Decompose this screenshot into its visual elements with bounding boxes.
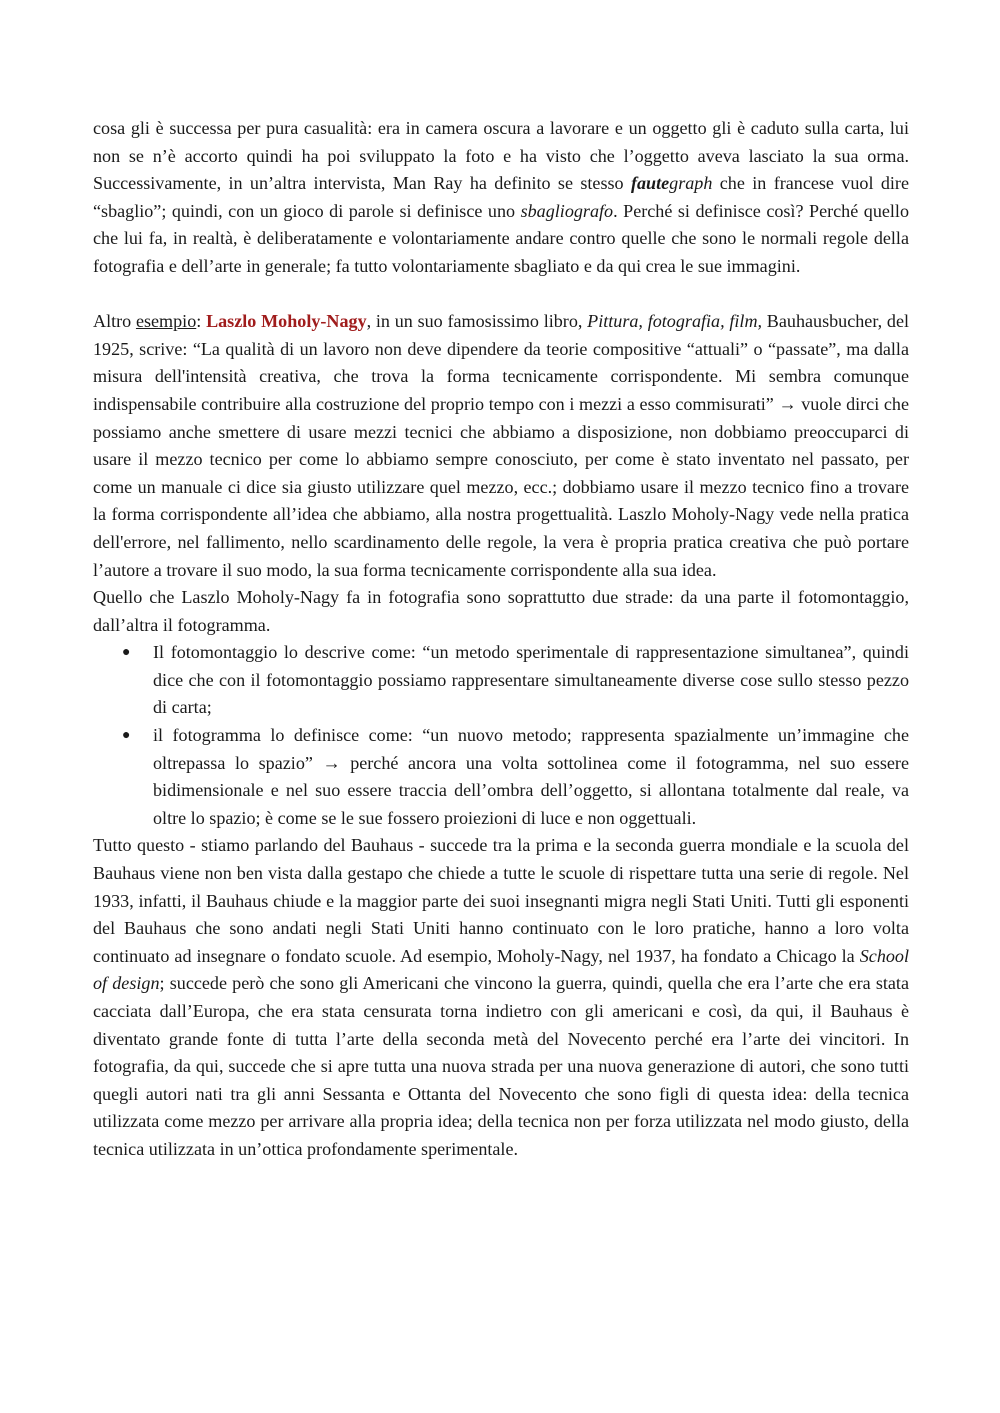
paragraph-man-ray: cosa gli è successa per pura casualità: era in camera oscura a lavorare e un oggetto gli è caduto sulla carta, lui non se n’è accorto quindi ha poi sviluppato la foto e ha visto che l’oggetto aveva lasciato la sua orma. Successivamente, in un’altra intervista, Man Ray ha definito se stesso fautegraph che in francese vuol dire “sbaglio”; quindi, con un gioco di parole si definisce uno sbagliografo. Perché si definisce così? Perché quello che lui fa, in realtà, è deliberatamente e volontariamente andare contro quelle che sono le normali regole della fotografia e dell’arte in generale; fa tutto volontariamente sbagliato e da qui crea le sue immagini.: [93, 118, 909, 276]
book-title: Pittura, fotografia, film,: [587, 311, 763, 332]
paragraph-moholy-nagy: Altro esempio: Laszlo Moholy-Nagy, in un suo famosissimo libro, Pittura, fotografia, film, Bauhausbucher, del 1925, scrive: “La qualità di un lavoro non deve dipendere da teorie compositive “attuali” o “passate”, ma dalla misura dell'intensità creativa, che trova la forma tecnicamente corrispondente. Mi sembra comunque indispensabile contribuire alla costruzione del proprio tempo con i mezzi a esso commisurati” → vuole dirci che possiamo anche smettere di usare mezzi tecnici che abbiamo a disposizione, non dobbiamo preoccuparci di usare il mezzo tecnico per come lo abbiamo sempre conosciuto, per come è stato inventato nel passato, per come un manuale ci dice sia giusto utilizzare quel mezzo, ecc.; dobbiamo usare il mezzo tecnico fino a trovare la forma corrispondente all’idea che abbiamo, alla nostra progettualità. Laszlo Moholy-Nagy vede nella pratica dell'errore, nel fallimento, nello scardinamento delle regole, la vera è propria pratica creativa che può portare l’autore a trovare il suo modo, la sua forma tecnicamente corrispondente alla sua idea.: [93, 311, 910, 580]
term-sbagliografo: sbagliografo: [520, 200, 614, 221]
paragraph-two-roads: Quello che Laszlo Moholy-Nagy fa in fotografia sono soprattutto due strade: da una parte il fotomontaggio, dall’altra il fotogramma.: [93, 587, 909, 635]
underlined-esempio: esempio: [135, 311, 197, 332]
list-item-fotomontaggio: ● Il fotomontaggio lo descrive come: “un metodo sperimentale di rappresentazione simultanea”, quindi dice che con il fotomontaggio possiamo rappresentare simultaneamente diverse cose sullo stesso pezzo di carta;: [153, 639, 909, 722]
bullet-list: [93, 639, 909, 832]
document-page: [93, 115, 909, 1164]
school-of-design: School of design: [93, 945, 909, 994]
highlighted-name: Laszlo Moholy-Nagy: [206, 311, 367, 332]
list-item-fotogramma: ● il fotogramma lo definisce come: “un nuovo metodo; rappresenta spazialmente un’immagine che oltrepassa lo spazio” → perché ancora una volta sottolinea come il fotogramma, nel suo essere bidimensionale e nel suo essere traccia dell’ombra dell’oggetto, si allontana totalmente dal reale, va oltre lo spazio; è come se le sue fossero proiezioni di luce e non oggettuali.: [153, 722, 909, 832]
paragraph-gap: [93, 281, 909, 309]
term-graph: graph: [669, 173, 713, 194]
paragraph-bauhaus: Tutto questo - stiamo parlando del Bauhaus - succede tra la prima e la seconda guerra mondiale e la scuola del Bauhaus viene non ben vista dalla gestapo che chiede a tutte le scuole di rispettare tutta una serie di regole. Nel 1933, infatti, il Bauhaus chiude e la maggior parte dei suoi insegnanti migra negli Stati Uniti. Tutti gli esponenti del Bauhaus che sono andati negli Stati Uniti hanno continuato con le loro pratiche, hanno a loro volta continuato ad insegnare o fondato scuole. Ad esempio, Moholy-Nagy, nel 1937, ha fondato a Chicago la School of design; succede però che sono gli Americani che vincono la guerra, quindi, quella che era l’arte che era stata cacciata dall’Europa, che era stata censurata torna indietro con gli americani e così, da qui, il Bauhaus è diventato grande fonte di tutta l’arte della seconda metà del Novecento perché era l’arte dei vincitori. In fotografia, da qui, succede che si apre tutta una nuova strada per una nuova generazione di autori, che sono tutti quegli autori nati tra gli anni Sessanta e Ottanta del Novecento che sono figli di questa idea: della tecnica utilizzata come mezzo per arrivare alla propria idea; della tecnica non per forza utilizzata nel modo giusto, della tecnica utilizzata in un’ottica profondamente sperimentale.: [93, 835, 909, 1159]
term-faute: faute: [630, 173, 670, 194]
